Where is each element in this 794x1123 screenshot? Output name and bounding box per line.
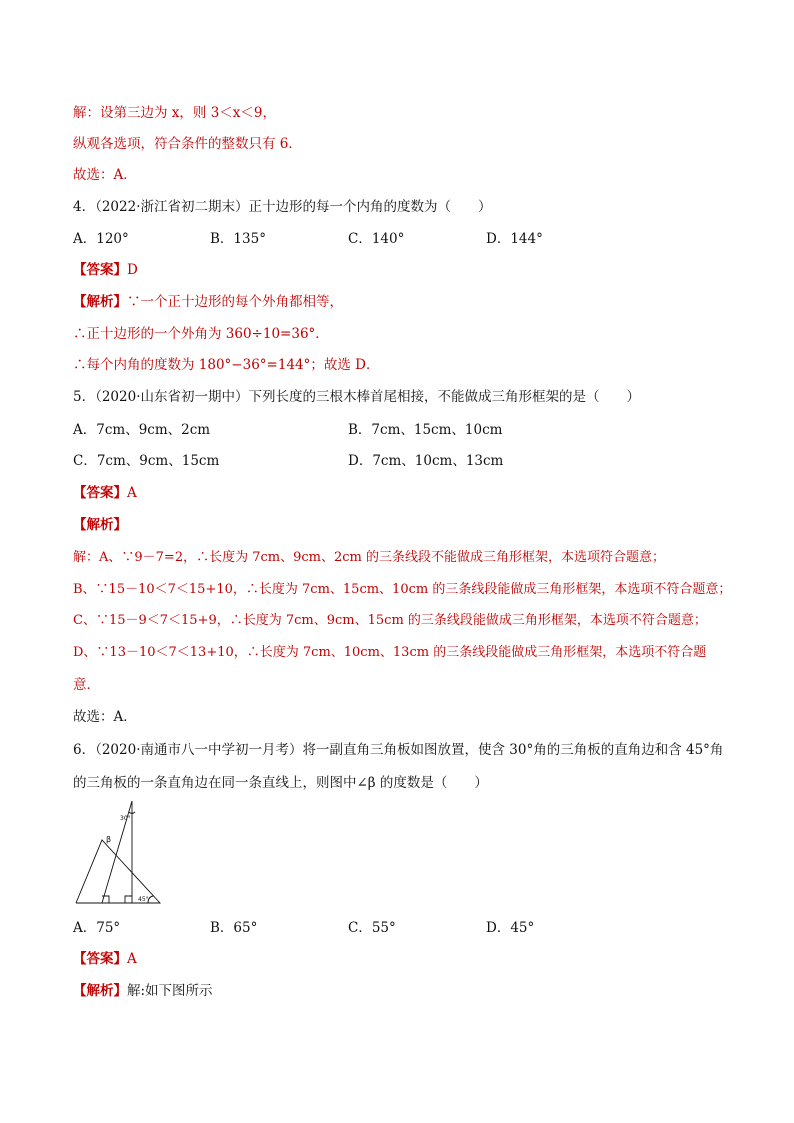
q4-analysis: [73, 293, 343, 311]
q5-option-a: A．7cm、9cm、2cm: [73, 422, 211, 438]
angle-30-label: 30°: [120, 815, 131, 822]
beta-label: β: [106, 835, 112, 844]
q5-analysis-line-5: 意．: [73, 677, 100, 693]
q5-option-c: C．7cm、9cm、15cm: [73, 453, 220, 469]
q6-option-a: A．75°: [73, 920, 121, 936]
answer-value: D: [127, 262, 138, 278]
q6-option-b: B．65°: [210, 920, 258, 936]
q4-option-a: A．120°: [73, 231, 129, 247]
q5-analysis-line-4: D、∵13－10＜7＜13+10，∴长度为 7cm、10cm、13cm 的三条线段能做成三角形框架，本选项不符合题: [73, 645, 707, 660]
q5-analysis-line-3: C、∵15－9＜7＜15+9，∴长度为 7cm、9cm、15cm 的三条线段能做成三角形框架，本选项不符合题意；: [73, 613, 707, 628]
answer-tag: 【答案】: [73, 485, 127, 501]
analysis-tag: 【解析】: [73, 983, 127, 999]
q4-option-d: D．144°: [486, 231, 543, 247]
q6-option-d: D．45°: [486, 920, 535, 936]
answer-tag: 【答案】: [73, 951, 127, 967]
analysis-text: ∵一个正十边形的每个外角都相等，: [127, 294, 343, 310]
q3-solution-line-1: 解：设第三边为 x，则 3＜x＜9，: [73, 105, 276, 121]
q5-analysis-line-2: B、∵15－10＜7＜15+10，∴长度为 7cm、15cm、10cm 的三条线段能做成三角形框架，本选项不符合题意；: [73, 582, 732, 597]
q6-triangle-figure: [72, 798, 164, 908]
q4-analysis-line-2: ∴正十边形的一个外角为 360÷10=36°．: [73, 326, 329, 342]
analysis-text: 解:如下图所示: [127, 983, 213, 999]
q6-analysis: [73, 982, 213, 1000]
q5-option-d: D．7cm、10cm、13cm: [348, 453, 504, 469]
angle-45-label: 45°: [138, 896, 149, 903]
q4-answer: [73, 261, 138, 279]
q5-conclusion: 故选：A．: [73, 709, 137, 725]
q5-analysis-tag: 【解析】: [73, 517, 127, 533]
q6-option-c: C．55°: [348, 920, 396, 936]
answer-value: A: [127, 951, 137, 967]
q4-analysis-line-3: ∴每个内角的度数为 180°−36°=144°；故选 D．: [73, 357, 380, 373]
q3-conclusion: 故选：A．: [73, 167, 137, 183]
q4-option-b: B．135°: [210, 231, 266, 247]
q6-stem-line-1: 6．（2020·南通市八一中学初一月考）将一副直角三角板如图放置，使含 30°角的三角板的直角边和含 45°角: [73, 742, 724, 758]
q5-option-b: B．7cm、15cm、10cm: [348, 422, 503, 438]
q5-answer: [73, 484, 137, 502]
q6-stem-line-2: 的三角板的一条直角边在同一条直线上，则图中∠β 的度数是（ ）: [73, 775, 488, 791]
answer-tag: 【答案】: [73, 262, 127, 278]
q5-stem: 5．（2020·山东省初一期中）下列长度的三根木棒首尾相接，不能做成三角形框架的是（ ）: [73, 389, 640, 405]
q4-stem: 4．（2022·浙江省初二期末）正十边形的每一个内角的度数为（ ）: [73, 199, 492, 215]
q4-option-c: C．140°: [348, 231, 405, 247]
q5-analysis-line-1: 解：A、∵9－7=2，∴长度为 7cm、9cm、2cm 的三条线段不能做成三角形框架，本选项符合题意；: [73, 550, 665, 565]
answer-value: A: [127, 485, 137, 501]
q6-answer: [73, 950, 137, 968]
q3-solution-line-2: 纵观各选项，符合条件的整数只有 6．: [73, 136, 302, 152]
analysis-tag: 【解析】: [73, 294, 127, 310]
